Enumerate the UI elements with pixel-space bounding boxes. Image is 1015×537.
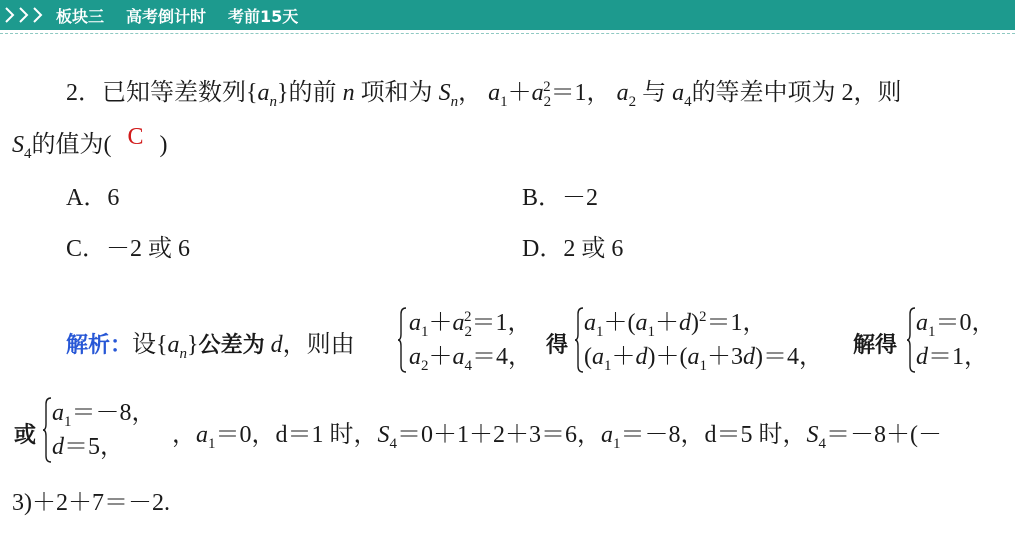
solution-huo: 或 xyxy=(14,423,37,448)
header-divider xyxy=(0,33,1015,34)
option-a: A．6 xyxy=(66,185,120,211)
header-topic: 高考倒计时 xyxy=(126,6,207,26)
solution-jiede: 解得 xyxy=(853,333,898,358)
question-line-1: 2．已知等差数列$\{a_n\}$的前 n 项和为 $S_n$， $a_1+a_2^2=1$， $a_2$ 与 $a_4$的等差中项为 2，则 xyxy=(66,79,902,110)
option-d: D．2 或 6 xyxy=(522,236,624,262)
solution-line-3: 3)＋2＋7＝－2. xyxy=(12,490,170,516)
header-section: 板块三 xyxy=(56,6,105,26)
header-countdown: 考前15天 xyxy=(228,6,299,26)
question-line-2: $S_4$的值为( C ) xyxy=(12,124,168,162)
answer-mark: C xyxy=(127,124,144,150)
solution-intro: 解析：设$\{a_n\}$公差为 d，则由 xyxy=(66,332,355,362)
triple-chevron-right-icon xyxy=(4,6,50,24)
solution-de: 得 xyxy=(546,333,569,358)
solution-cases: ，$a_1=0$，d＝1 时，$S_4=0+1+2+3=6$，$a_1=-8$，d＝5 时，$S_4=-8+(-$ xyxy=(172,422,942,452)
option-c: C．－2 或 6 xyxy=(66,236,191,262)
header-bar xyxy=(0,0,1015,30)
analysis-label: 解析： xyxy=(66,333,133,358)
option-b: B．－2 xyxy=(522,185,599,211)
